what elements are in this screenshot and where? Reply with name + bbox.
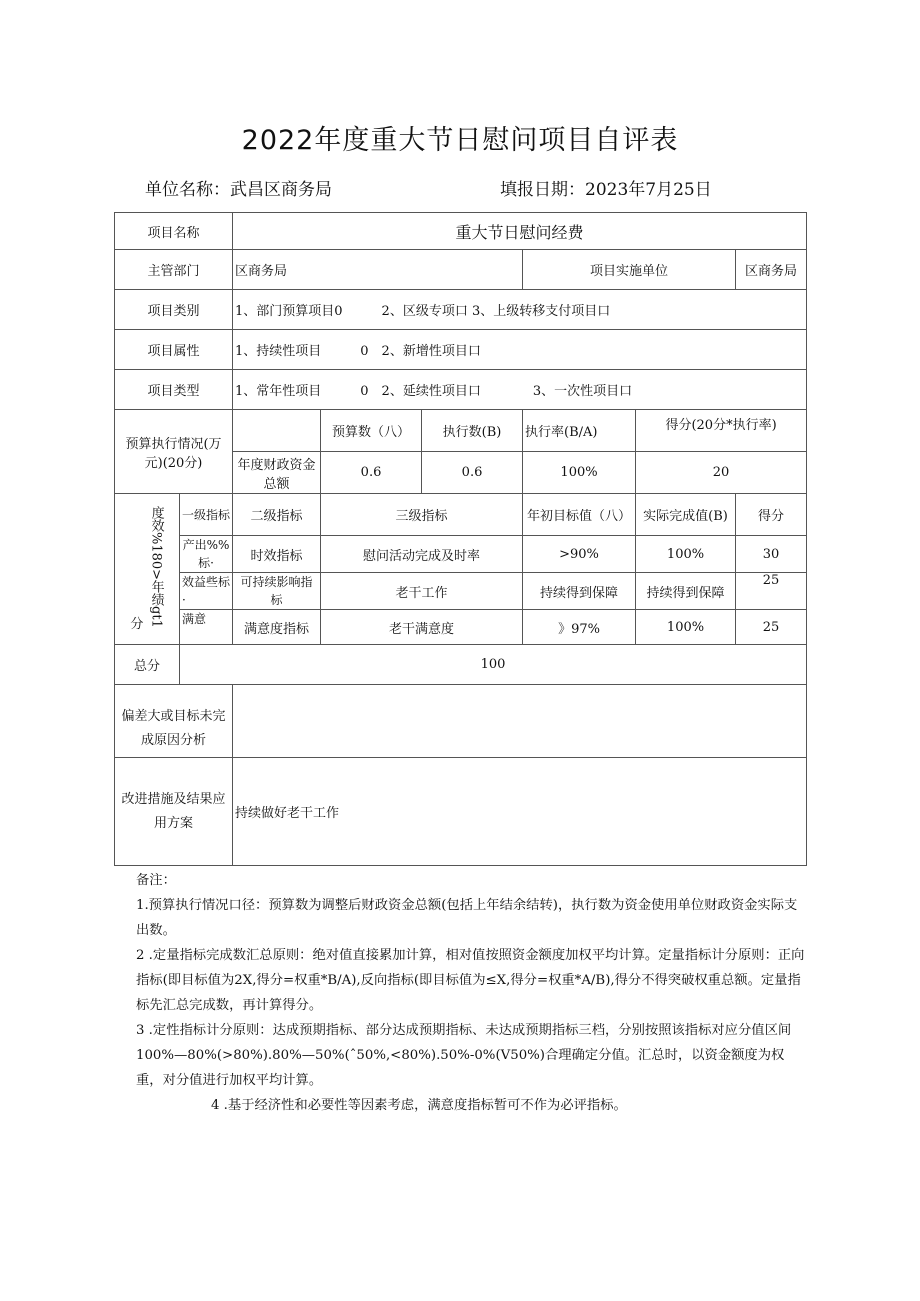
category-label: 项目类别 bbox=[115, 290, 233, 330]
budget-value-a: 0.6 bbox=[321, 452, 422, 494]
impl-unit-value: 区商务局 bbox=[736, 250, 807, 290]
type-label: 项目类型 bbox=[115, 370, 233, 410]
improve-label: 改进措施及结果应用方案 bbox=[115, 758, 233, 866]
perf-row3-lvl3: 老干满意度 bbox=[321, 610, 523, 645]
page-title: 2022年度重大节日慰问项目自评表 bbox=[241, 125, 679, 156]
perf-row2-lvl2: 可持续影响指标 bbox=[233, 573, 321, 610]
budget-header-a: 预算数（八） bbox=[321, 410, 422, 452]
notes-section bbox=[136, 868, 806, 1118]
evaluation-table bbox=[114, 212, 807, 866]
budget-value-rate: 100% bbox=[523, 452, 636, 494]
perf-row3-lvl1: 满意 bbox=[180, 610, 233, 645]
deviation-value bbox=[233, 685, 807, 758]
dept-value: 区商务局 bbox=[233, 250, 523, 290]
note-3: 3 .定性指标计分原则：达成预期指标、部分达成预期指标、未达成预期指标三档，分别按照该指标对应分值区间100%—80%(>80%).80%—50%(ˆ50%,<80%).50%-0%(V50%)合理确定分值。汇总时，以资金额度为权重，对分值进行加权平均计算。 bbox=[136, 1023, 792, 1088]
perf-row2-lvl3: 老干工作 bbox=[321, 573, 523, 610]
type-value: 1、常年性项目 0 2、延续性项目口 3、一次性项目口 bbox=[233, 370, 807, 410]
unit-name: 单位名称：武昌区商务局 bbox=[145, 180, 332, 200]
perf-row3-lvl2: 满意度指标 bbox=[233, 610, 321, 645]
perf-row3-actual: 100% bbox=[636, 610, 736, 645]
perf-row3-target: 》97% bbox=[523, 610, 636, 645]
perf-header-lvl1: 一级指标 bbox=[180, 494, 233, 536]
note-4: 4 .基于经济性和必要性等因素考虑，满意度指标暂可不作为必评指标。 bbox=[211, 1098, 627, 1113]
budget-value-b: 0.6 bbox=[422, 452, 523, 494]
note-1: 1.预算执行情况口径：预算数为调整后财政资金总额(包括上年结余结转)，执行数为资金使用单位财政资金实际支出数。 bbox=[136, 898, 798, 938]
perf-row2-lvl1: 效益些标· bbox=[180, 573, 233, 610]
perf-header-actual: 实际完成值(B) bbox=[636, 494, 736, 536]
fill-date: 填报日期：2023年7月25日 bbox=[500, 180, 712, 200]
project-name-value: 重大节日慰问经费 bbox=[233, 213, 807, 250]
side-label-b: 度效%180>年绩gt1 bbox=[148, 506, 164, 628]
budget-row-label: 年度财政资金总额 bbox=[233, 452, 321, 494]
perf-row2-target: 持续得到保障 bbox=[523, 573, 636, 610]
performance-side-label bbox=[115, 494, 180, 645]
total-label: 总分 bbox=[115, 645, 180, 685]
perf-row2-actual: 持续得到保障 bbox=[636, 573, 736, 610]
side-label-a: 分 bbox=[130, 616, 144, 632]
perf-header-score: 得分 bbox=[736, 494, 807, 536]
perf-row1-actual: 100% bbox=[636, 536, 736, 573]
deviation-label: 偏差大或目标未完成原因分析 bbox=[115, 685, 233, 758]
notes-heading: 备注： bbox=[136, 873, 176, 888]
perf-row1-lvl1: 产出%%标· bbox=[180, 536, 233, 573]
budget-label: 预算执行情况(万元)(20分) bbox=[115, 410, 233, 494]
attribute-value: 1、持续性项目 0 2、新增性项目口 bbox=[233, 330, 807, 370]
perf-row1-target: >90% bbox=[523, 536, 636, 573]
perf-row1-lvl3: 慰问活动完成及时率 bbox=[321, 536, 523, 573]
perf-row3-score: 25 bbox=[736, 610, 807, 645]
category-value: 1、部门预算项目0 2、区级专项口 3、上级转移支付项目口 bbox=[233, 290, 807, 330]
dept-label: 主管部门 bbox=[115, 250, 233, 290]
budget-header-b: 执行数(B) bbox=[422, 410, 523, 452]
budget-header-score: 得分(20分*执行率) bbox=[636, 410, 807, 452]
attribute-label: 项目属性 bbox=[115, 330, 233, 370]
budget-header-rate: 执行率(B/A) bbox=[523, 410, 636, 452]
perf-row1-score: 30 bbox=[736, 536, 807, 573]
budget-value-score: 20 bbox=[636, 452, 807, 494]
perf-header-target: 年初目标值（八） bbox=[523, 494, 636, 536]
budget-blank bbox=[233, 410, 321, 452]
perf-row2-score: 25 bbox=[736, 573, 807, 610]
impl-unit-label: 项目实施单位 bbox=[523, 250, 736, 290]
total-value: 100 bbox=[180, 645, 807, 685]
perf-header-lvl3: 三级指标 bbox=[321, 494, 523, 536]
improve-value: 持续做好老干工作 bbox=[233, 758, 807, 866]
perf-row1-lvl2: 时效指标 bbox=[233, 536, 321, 573]
note-2: 2 .定量指标完成数汇总原则：绝对值直接累加计算，相对值按照资金额度加权平均计算。定量指标计分原则：正向指标(即目标值为2X,得分=权重*B/A),反向指标(即目标值为≤X,得分=权重*A/B),得分不得突破权重总额。定量指标先汇总完成数，再计算得分。 bbox=[136, 948, 805, 1013]
perf-header-lvl2: 二级指标 bbox=[233, 494, 321, 536]
project-name-label: 项目名称 bbox=[115, 213, 233, 250]
